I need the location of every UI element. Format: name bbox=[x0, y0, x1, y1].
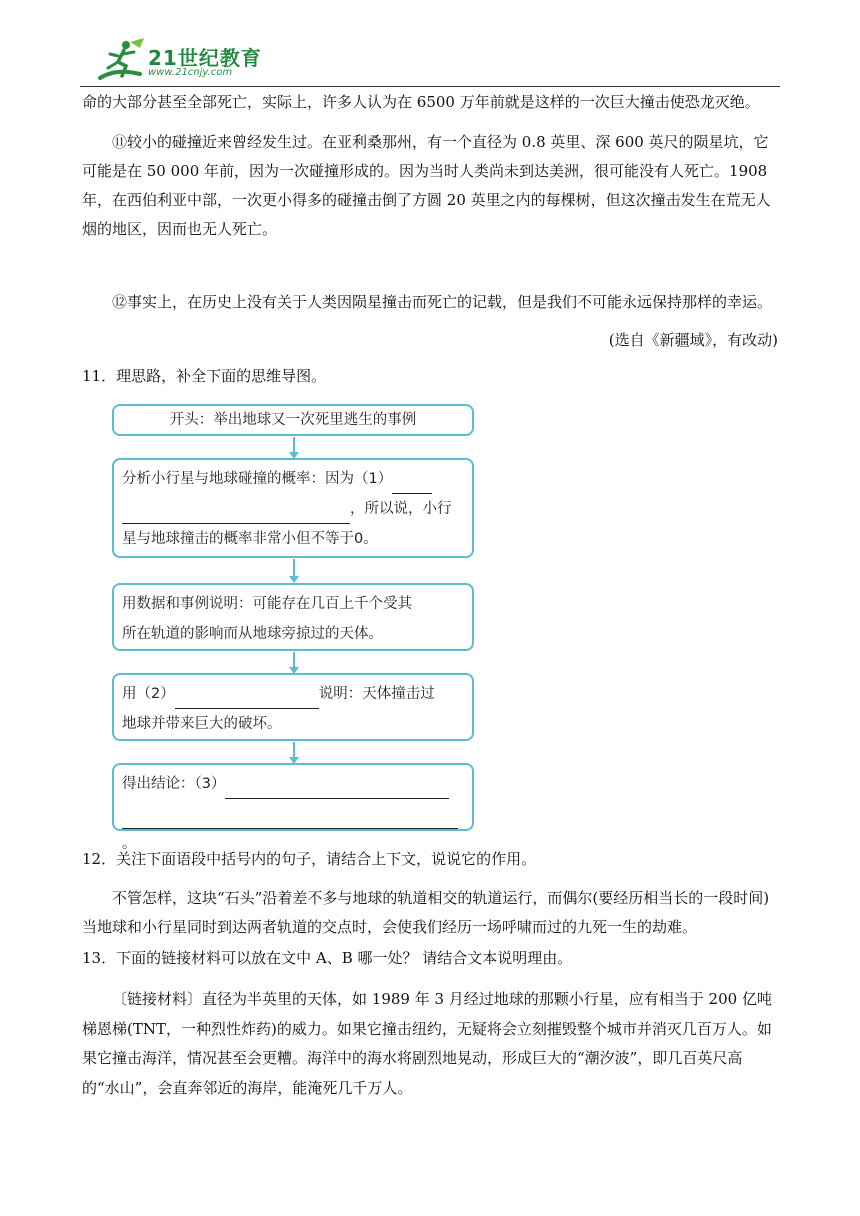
question-11-stem: 11．理思路，补全下面的思维导图。 bbox=[82, 367, 327, 385]
question-13-stem: 13．下面的链接材料可以放在文中 A、B 哪一处？ 请结合文本说明理由。 bbox=[82, 949, 573, 967]
page-header bbox=[0, 0, 860, 90]
logo-url-text: www.21cnjy.com bbox=[148, 67, 233, 78]
paragraph-11: ⑪较小的碰撞近来曾经发生过。在亚利桑那州，有一个直径为 0.8 英里、深 600 英尺的陨星坑，它可能是在 50 000 年前，因为一次碰撞形成的。因为当时人类尚未到达美洲，很可能没有人死亡。1908 年，在西伯利亚中部，一次更小得多的碰撞击倒了方圆 20 英里之内的每棵树，但这次撞击发生在荒无人烟的地区，因而也无人死亡。 bbox=[82, 133, 771, 238]
mindmap-box-probability-line3: 星与地球撞击的概率非常小但不等于0。 bbox=[122, 531, 378, 547]
answer-blank-2[interactable] bbox=[175, 690, 319, 709]
answer-blank-3a[interactable] bbox=[225, 780, 449, 799]
mindmap-box-impact-line1: 用（2） 说明：天体撞击过 bbox=[122, 679, 464, 709]
site-logo bbox=[96, 38, 266, 84]
mindmap-arrow bbox=[289, 652, 299, 674]
mindmap-arrow bbox=[289, 437, 299, 459]
header-divider bbox=[80, 86, 780, 87]
mindmap-box-impact bbox=[112, 673, 474, 741]
question-12-passage: 不管怎样，这块“石头”沿着差不多与地球的轨道相交的轨道运行，而偶尔(要经历相当长的一段时间)当地球和小行星同时到达两者轨道的交点时，会使我们经历一场呼啸而过的九死一生的劫难。 bbox=[82, 889, 770, 936]
mindmap-arrow bbox=[289, 742, 299, 764]
question-12-stem: 12．关注下面语段中括号内的句子，请结合上下文，说说它的作用。 bbox=[82, 850, 537, 868]
mindmap-box-data-line2: 所在轨道的影响而从地球旁掠过的天体。 bbox=[122, 626, 383, 642]
mindmap-box-conclusion-line1: 得出结论：（3） bbox=[122, 769, 464, 799]
paragraph-12: ⑫事实上，在历史上没有关于人类因陨星撞击而死亡的记载，但是我们不可能永远保持那样的幸运。 bbox=[112, 293, 773, 311]
mindmap-box-impact-line2: 地球并带来巨大的破坏。 bbox=[122, 716, 282, 732]
logo-brand-text: 21世纪教育 bbox=[148, 46, 262, 70]
passage-line: 命的大部分甚至全部死亡，实际上，许多人认为在 6500 万年前就是这样的一次巨大撞击使恐龙灭绝。 bbox=[82, 93, 760, 111]
mindmap-box-opening-text: 开头：举出地球又一次死里逃生的事例 bbox=[169, 412, 417, 428]
answer-blank-1b[interactable] bbox=[122, 505, 350, 524]
answer-blank-1a[interactable] bbox=[392, 475, 432, 494]
mindmap-box-opening bbox=[112, 404, 474, 436]
runner-logo-icon bbox=[96, 38, 148, 84]
mindmap-box-probability bbox=[112, 458, 474, 558]
mindmap-box-probability-line2: ，所以说，小行 bbox=[122, 494, 464, 524]
mindmap-box-probability-line1: 分析小行星与地球碰撞的概率：因为（1） bbox=[122, 464, 464, 494]
mindmap-arrow bbox=[289, 559, 299, 583]
source-citation: (选自《新疆域》，有改动) bbox=[608, 331, 778, 349]
answer-blank-3b[interactable] bbox=[122, 810, 458, 829]
question-13-material: 〔链接材料〕直径为半英里的天体，如 1989 年 3 月经过地球的那颗小行星，应有相当于 200 亿吨梯恩梯(TNT，一种烈性炸药)的威力。如果它撞击纽约，无疑将会立刻摧毁整个城市并消灭几百万人。如果它撞击海洋，情况甚至会更糟。海洋中的海水将剧烈地晃动，形成巨大的“潮汐波”，即几百英尺高的“水山”，会直奔邻近的海岸，能淹死几千万人。 bbox=[82, 990, 772, 1097]
mindmap-box-data-line1: 用数据和事例说明：可能存在几百上千个受其 bbox=[122, 596, 412, 612]
mindmap-box-data-examples bbox=[112, 583, 474, 651]
mindmap-box-conclusion bbox=[112, 763, 474, 852]
mindmap-box-conclusion-line2: 。 bbox=[122, 799, 464, 859]
